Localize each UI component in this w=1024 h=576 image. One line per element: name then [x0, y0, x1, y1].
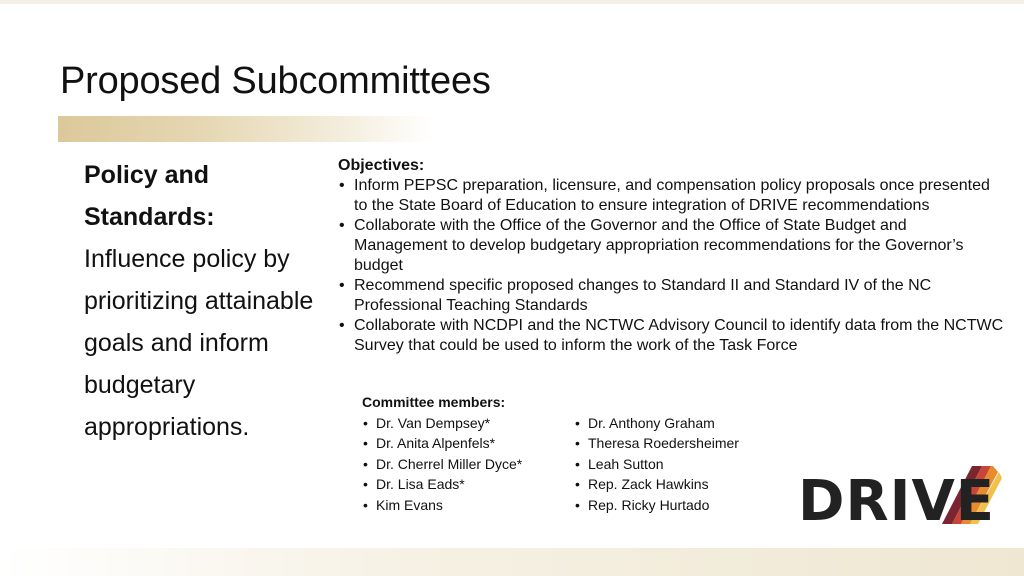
- bottom-rule: [0, 548, 1024, 576]
- drive-logo: [792, 462, 1004, 528]
- committee-members-label: Committee members:: [362, 394, 506, 410]
- member-item: • Leah Sutton: [574, 454, 774, 475]
- objectives-section: [338, 156, 1004, 356]
- members-column-right: [574, 413, 774, 516]
- member-item: • Rep. Zack Hawkins: [574, 474, 774, 495]
- member-item: • Dr. Van Dempsey*: [362, 413, 574, 434]
- slide-title: Proposed Subcommittees: [60, 60, 491, 102]
- objective-item: • Recommend specific proposed changes to Standard II and Standard IV of the NC Professional Teaching Standards: [338, 276, 1004, 316]
- top-rule: [0, 0, 1024, 4]
- member-item: • Theresa Roedersheimer: [574, 433, 774, 454]
- member-item: • Dr. Lisa Eads*: [362, 474, 574, 495]
- members-column-left: [362, 413, 574, 516]
- committee-members-section: [362, 392, 782, 515]
- objective-item: • Collaborate with the Office of the Governor and the Office of State Budget and Management to develop budgetary appropriation recommendations for the Governor’s budget: [338, 216, 1004, 276]
- member-item: • Dr. Anthony Graham: [574, 413, 774, 434]
- member-item: • Dr. Anita Alpenfels*: [362, 433, 574, 454]
- committee-members-columns: [362, 413, 782, 516]
- subcommittee-purpose: Influence policy by prioritizing attainable goals and inform budgetary appropriations.: [84, 245, 314, 441]
- member-item: • Rep. Ricky Hurtado: [574, 495, 774, 516]
- subcommittee-name: Policy and Standards:: [84, 161, 215, 231]
- objectives-list: [338, 176, 1004, 356]
- objective-item: • Inform PEPSC preparation, licensure, and compensation policy proposals once presented to the State Board of Education to ensure integration of DRIVE recommendations: [338, 176, 1004, 216]
- title-accent-bar: [58, 116, 434, 142]
- objectives-label: Objectives:: [338, 157, 425, 174]
- drive-logo-graphic: [792, 462, 1004, 528]
- objective-item: • Collaborate with NCDPI and the NCTWC Advisory Council to identify data from the NCTWC Survey that could be used to inform the work of the Task Force: [338, 316, 1004, 356]
- subcommittee-summary: [84, 154, 324, 448]
- logo-text: DRIVE: [798, 469, 996, 528]
- member-item: • Kim Evans: [362, 495, 574, 516]
- member-item: • Dr. Cherrel Miller Dyce*: [362, 454, 574, 475]
